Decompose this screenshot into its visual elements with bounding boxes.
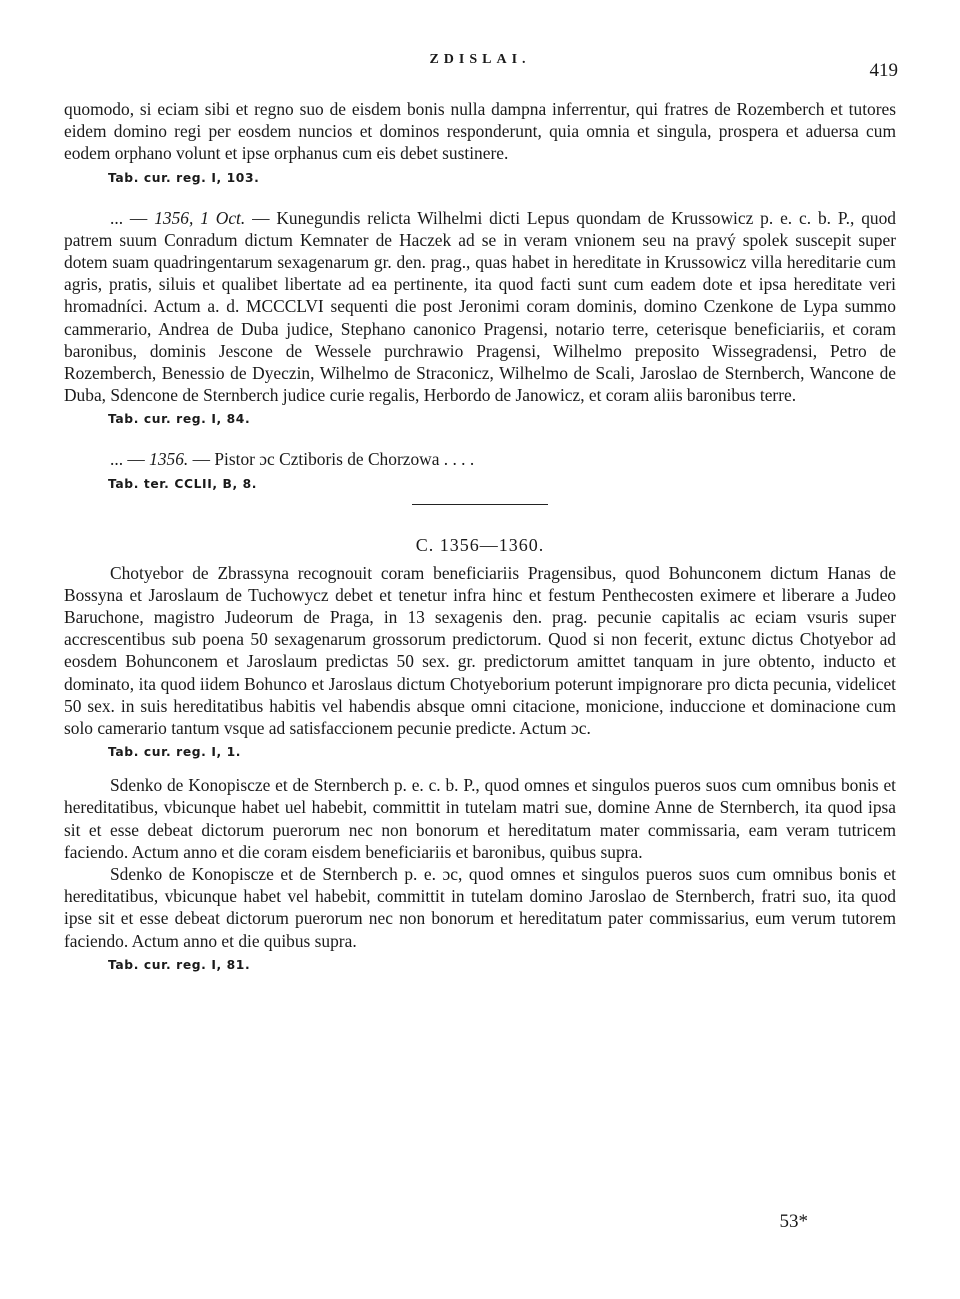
section-title: C. 1356—1360. <box>415 534 545 555</box>
entry-text: quomodo, si eciam sibi et regno suo de eisdem bonis nulla dampna inferrentur, qui fratres de Rozemberch et tutores eidem domino regi per eosdem nuncios et dominos responderunt, quia omnia et singula, prospera et aduersa cum eodem orphano volunt et ipse orphanus cum eis debet sustinere. <box>64 99 896 164</box>
main-text <box>64 98 896 975</box>
source-citation: Tab. cur. reg. I, 1. <box>108 745 242 760</box>
entry-paragraph <box>64 207 896 407</box>
entry-date: 1356, 1 Oct. <box>154 207 246 228</box>
section-paragraph: Sdenko de Konopiscze et de Sternberch p. e. ɔc, quod omnes et singulos pueros suos cum omnibus bonis et hereditatibus, vbicunque habet vel habebit, committit in tutelam domino Jaroslao de Sternberch, fratri suo, ita quod ipse sit et esse debeat dictorum puerorum nec non bonorum et hereditatum pater commissarius, eum verum tutorem faciendo. Actum anno et die quibus supra. <box>64 864 896 951</box>
entry-lead: ... — <box>110 449 150 470</box>
entry-paragraph <box>64 448 896 470</box>
source-citation: Tab. ter. CCLII, B, 8. <box>108 476 258 491</box>
page-number: 419 <box>869 60 898 81</box>
entry-text: — Kunegundis relicta Wilhelmi dicti Lepus quondam de Krussowicz p. e. c. b. P., quod patrem suum Conradum dictum Kemnater de Haczek ad se in veram vnionem seu na pravý spolek suscepit super dotem suam quadringentarum sexagenarum gr. den. prag., quas habet in hereditate in Krussowicz villa hereditarie cum agris, pratis, siluis et qualibet libertate ad ea pertinente, ita quod facti sunt cum eadem dote et ipsa hereditate veri hromadníci. Actum a. d. MCCCLVI sequenti die post Jeronimi coram dominis, domino Czenkone de Lypa summo cammerario, Andrea de Duba judice, Stephano canonico Pragensi, notario terre, ceterisque beneficiariis, et coram baronibus, dominis Jescone de Wessele purchrawio Pragensi, Wilhelmo preposito Wissegradensi, Petro de Rozemberch, Benessio de Dyeczin, Wilhelmo de Straconicz, Wilhelmo de Scali, Jaroslao de Sternberch, Wancone de Duba, Sdencone de Sternberch judice curie regalis, Herbordo de Janowicz, et coram aliis baronibus terre. <box>64 207 896 406</box>
source-citation: Tab. cur. reg. I, 84. <box>108 412 251 427</box>
section-paragraph: Chotyebor de Zbrassyna recognouit coram beneficiariis Pragensibus, quod Bohunconem dictum Hanas de Bossyna et Jaroslaum de Tuchowycz debet et tenetur infra hinc et festum Penthecosten eximere et liberare a Judeo Baruchone, magistro Judeorum de Praga, in 13 sexagenis den. prag. pecunie capitalis ac eciam vsuris super accrescentibus sub poena 50 sexagenarum grossorum predictorum. Quod si non fecerit, extunc dictus Chotyebor ad eosdem Bohunconem et Jaroslaum predictas 50 sex. gr. predictorum amittet tanquam in jure obtento, inducto et dominato, ita quod iidem Bohunco et Jaroslaus dictum Chotyeborium poterunt impignorare pro dicta pecunia, videlicet 50 sex. in suis hereditatibus habitis vel habendis absque omni citacione, monicione, induccione et dominacione cum solo camerario tantum vsque ad satisfaccionem pecunie predicte. Actum ɔc. <box>64 562 896 739</box>
entry-text: — Pistor ɔc Cztiboris de Chorzowa . . . . <box>188 449 475 470</box>
section-divider <box>412 504 548 505</box>
section-paragraph: Sdenko de Konopiscze et de Sternberch p. e. c. b. P., quod omnes et singulos pueros suos cum omnibus bonis et hereditatibus, vbicunque habet uel habebit, committit in tutelam matri sue, domine Anne de Sternberch, ita quod ipsa sit et esse debeat dictorum puerorum nec non bonorum et hereditatum mater commissaria, eam veram tutricem faciendo. Actum anno et die coram eisdem beneficiariis et baronibus, quibus supra. <box>64 775 896 862</box>
signature-mark: 53* <box>779 1211 808 1232</box>
entry-lead: ... — <box>110 207 155 228</box>
source-citation: Tab. cur. reg. I, 81. <box>108 957 251 972</box>
entry-date: 1356. <box>149 449 189 470</box>
running-head: ZDISLAI. <box>429 52 531 67</box>
source-citation: Tab. cur. reg. I, 103. <box>108 170 260 185</box>
